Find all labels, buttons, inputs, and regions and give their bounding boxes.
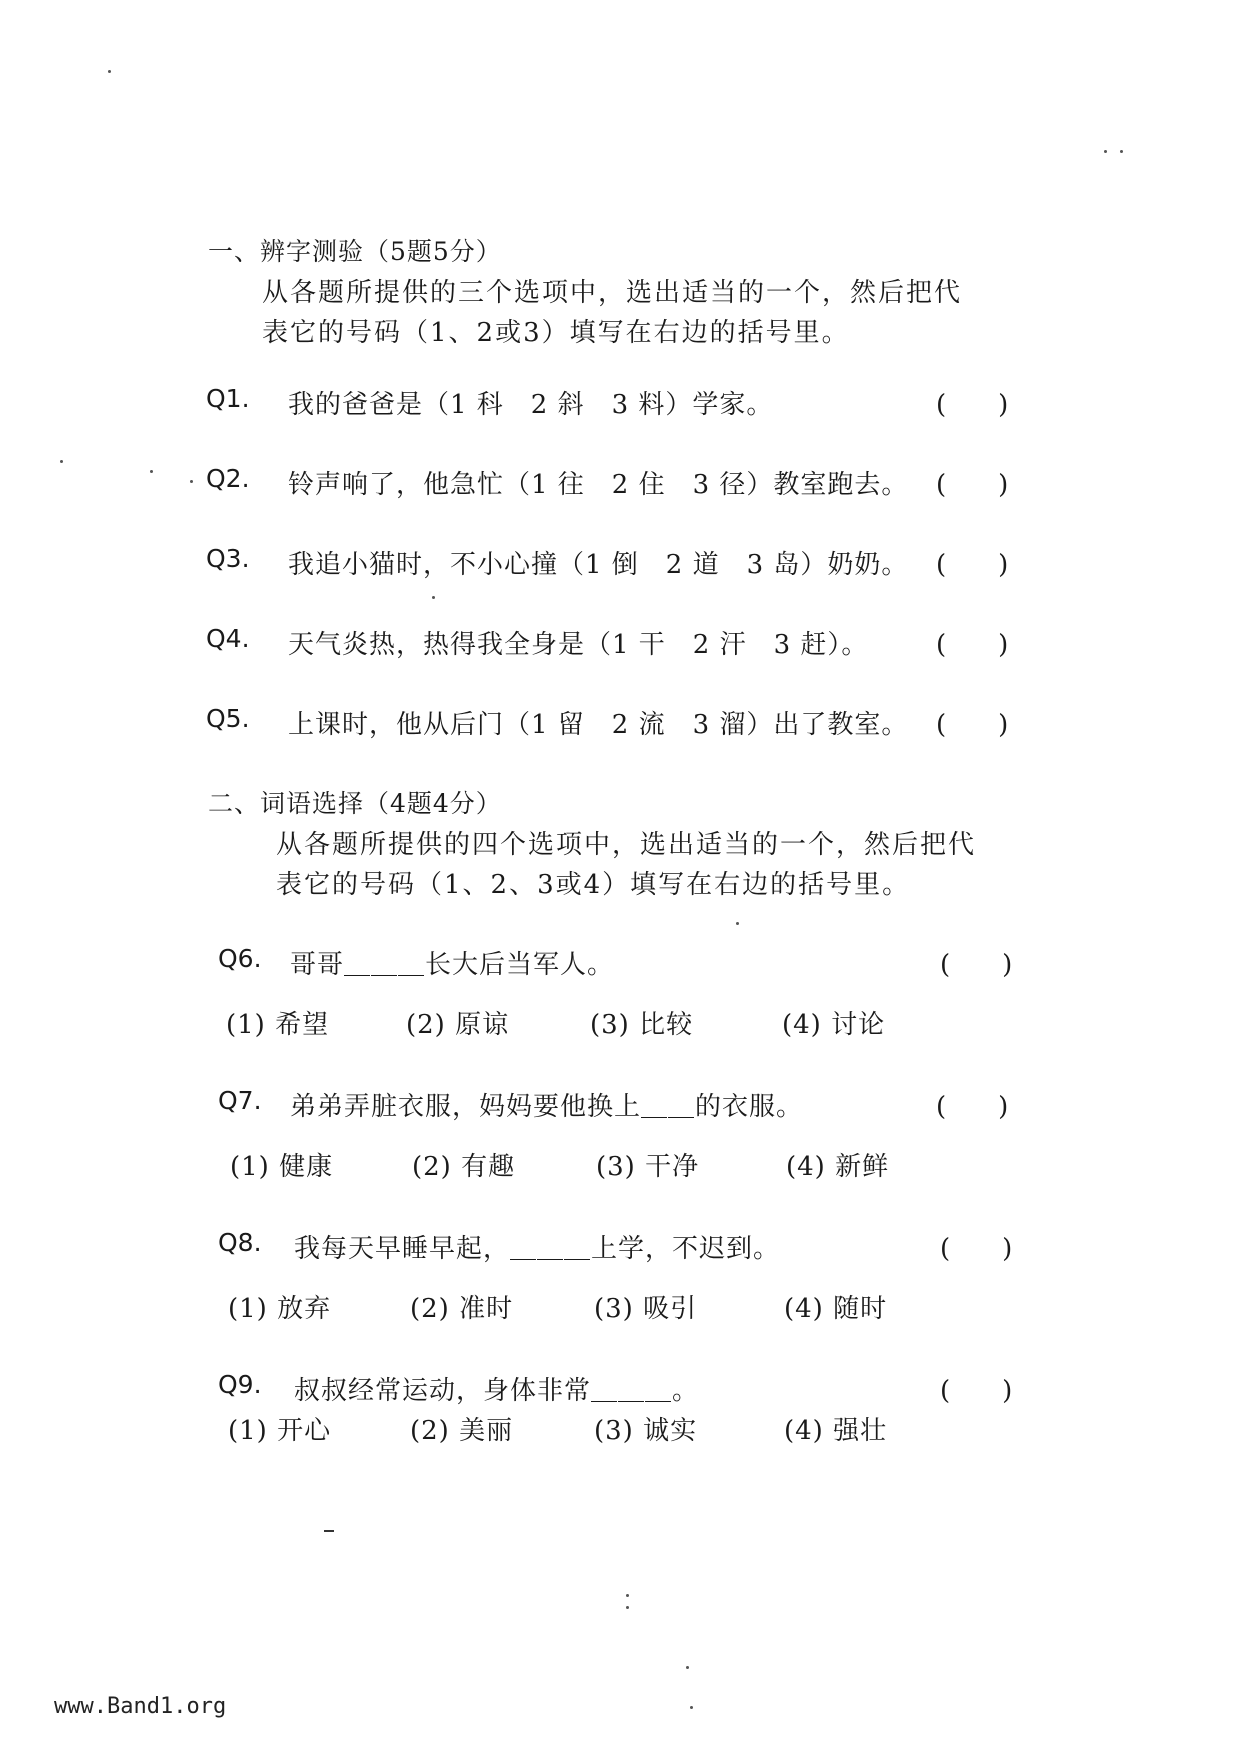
answer-bracket[interactable]: ( )	[936, 390, 1009, 420]
option-1: (1) 健康	[230, 1152, 334, 1182]
scan-speck	[150, 470, 153, 473]
option-3: (3) 比较	[590, 1010, 694, 1040]
answer-bracket[interactable]: ( )	[936, 470, 1009, 500]
scan-speck	[686, 1666, 689, 1669]
option-3: (3) 吸引	[594, 1294, 698, 1324]
option-4: (4) 强壮	[784, 1416, 888, 1446]
section2-instruction-line2: 表它的号码（1、2、3或4）填写在右边的括号里。	[276, 870, 911, 900]
question-number: Q4.	[206, 624, 250, 653]
option-2: (2) 原谅	[406, 1010, 510, 1040]
question-stem: 铃声响了，他急忙（1 往 2 住 3 径）教室跑去。	[288, 470, 909, 500]
answer-bracket[interactable]: ( )	[936, 1092, 1009, 1122]
section2-title: 二、词语选择（4题4分）	[208, 789, 502, 818]
scan-speck	[736, 922, 739, 925]
question-stem: 我追小猫时，不小心撞（1 倒 2 道 3 岛）奶奶。	[288, 550, 909, 580]
section1-instruction-line2: 表它的号码（1、2或3）填写在右边的括号里。	[262, 318, 850, 348]
scan-speck	[690, 1706, 693, 1709]
question-number: Q5.	[206, 704, 250, 733]
option-3: (3) 诚实	[594, 1416, 698, 1446]
option-1: (1) 开心	[228, 1416, 332, 1446]
scan-speck	[60, 460, 63, 463]
answer-bracket[interactable]: ( )	[936, 550, 1009, 580]
scan-speck	[432, 596, 435, 599]
question-number: Q8.	[218, 1228, 262, 1257]
option-1: (1) 希望	[226, 1010, 330, 1040]
question-stem: 上课时，他从后门（1 留 2 流 3 溜）出了教室。	[288, 710, 909, 740]
question-stem: 弟弟弄脏衣服，妈妈要他换上＿＿的衣服。	[290, 1092, 804, 1122]
question-number: Q3.	[206, 544, 250, 573]
option-2: (2) 有趣	[412, 1152, 516, 1182]
scan-speck	[1104, 150, 1107, 153]
scan-mark	[324, 1530, 334, 1532]
scan-speck	[626, 1594, 629, 1597]
scan-speck	[1120, 150, 1123, 153]
question-stem: 我的爸爸是（1 科 2 斜 3 料）学家。	[288, 390, 774, 420]
option-1: (1) 放弃	[228, 1294, 332, 1324]
scan-speck	[108, 70, 111, 73]
footer-watermark: www.Band1.org	[54, 1694, 227, 1719]
question-stem: 叔叔经常运动，身体非常＿＿＿。	[294, 1376, 700, 1406]
answer-bracket[interactable]: ( )	[940, 1376, 1013, 1406]
question-number: Q7.	[218, 1086, 262, 1115]
question-number: Q1.	[206, 384, 250, 413]
option-4: (4) 新鲜	[786, 1152, 890, 1182]
question-number: Q2.	[206, 464, 250, 493]
scan-speck	[190, 480, 193, 483]
option-4: (4) 讨论	[782, 1010, 886, 1040]
option-2: (2) 美丽	[410, 1416, 514, 1446]
section2-instruction-line1: 从各题所提供的四个选项中，选出适当的一个，然后把代	[276, 830, 977, 860]
question-stem: 我每天早睡早起，＿＿＿上学，不迟到。	[294, 1234, 781, 1264]
option-2: (2) 准时	[410, 1294, 514, 1324]
section1-title: 一、辨字测验（5题5分）	[208, 237, 502, 266]
question-number: Q9.	[218, 1370, 262, 1399]
option-4: (4) 随时	[784, 1294, 888, 1324]
answer-bracket[interactable]: ( )	[940, 950, 1013, 980]
question-stem: 天气炎热，热得我全身是（1 干 2 汗 3 赶）。	[288, 630, 869, 660]
section1-instruction-line1: 从各题所提供的三个选项中，选出适当的一个，然后把代	[262, 278, 963, 308]
answer-bracket[interactable]: ( )	[940, 1234, 1013, 1264]
option-3: (3) 干净	[596, 1152, 700, 1182]
question-stem: 哥哥＿＿＿长大后当军人。	[290, 950, 615, 980]
scan-speck	[626, 1606, 629, 1609]
answer-bracket[interactable]: ( )	[936, 630, 1009, 660]
question-number: Q6.	[218, 944, 262, 973]
answer-bracket[interactable]: ( )	[936, 710, 1009, 740]
